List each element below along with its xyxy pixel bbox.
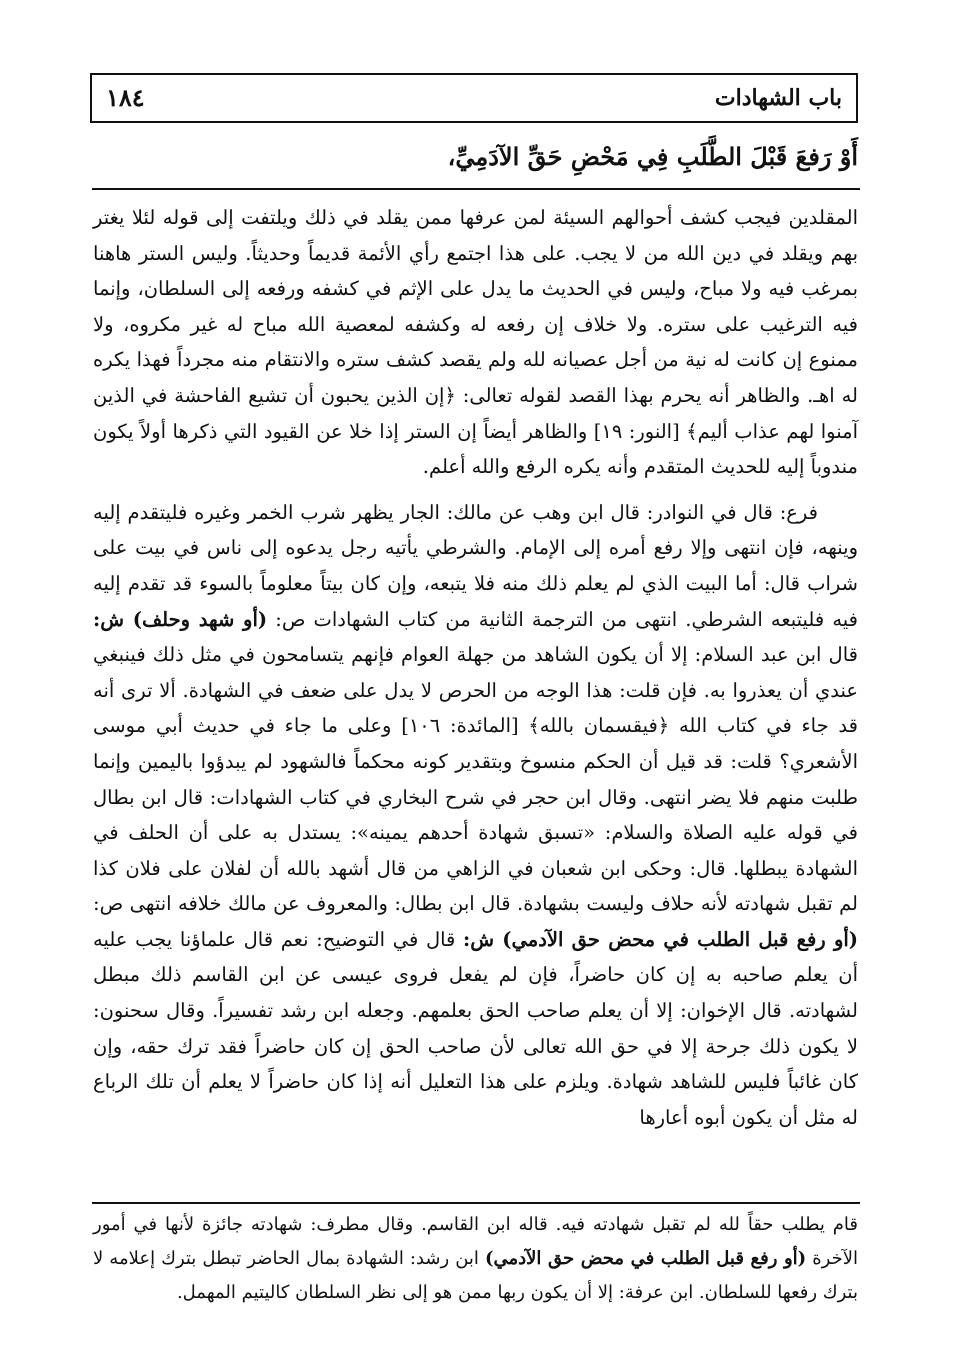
page-number: ١٨٤ bbox=[106, 83, 145, 112]
commentary-body bbox=[93, 200, 858, 1135]
footnote-divider bbox=[92, 1202, 860, 1204]
text-run: قام يطلب حقاً لله لم تقبل شهادته فيه. قاله ابن القاسم. وقال مطرف: شهادته جائزة لأنها في أمور الآخرة bbox=[93, 1214, 858, 1269]
chapter-title: باب الشهادات bbox=[714, 85, 842, 111]
matn-quote: (أو رفع قبل الطلب في محض حق الآدمي) ش: bbox=[463, 927, 858, 951]
running-header bbox=[90, 73, 858, 123]
paragraph bbox=[93, 495, 858, 1136]
footnote bbox=[93, 1208, 858, 1310]
matn-divider bbox=[92, 188, 860, 190]
text-run: قال ابن عبد السلام: إلا أن يكون الشاهد من جهلة العوام فإنهم يتسامحون في مثل ذلك فينبغي عندي أن يعذروا به. فإن قلت: هذا الوجه من الحرص لا يدل على ضعف في الشهادة. ألا ترى أنه قد جاء في كتاب الله ﴿فيقسمان بالله﴾ [المائدة: ١٠٦] وعلى ما جاء في حديث أبي موسى الأشعري؟ قلت: قد قيل أن الحكم منسوخ وبتقدير كونه محكماً فالشهود لم يبدؤوا باليمين وإنما طلبت منهم فلا يضر انتهى. وقال ابن حجر في شرح البخاري في كتاب الشهادات: قال ابن بطال في قوله عليه الصلاة والسلام: «تسبق شهادة أحدهم يمينه»: يستدل به على أن الحلف في الشهادة يبطلها. قال: وحكى ابن شعبان في الزاهي من قال أشهد بالله أن لفلان على فلان كذا لم تقبل شهادته لأنه حلاف وليست بشهادة. قال ابن بطال: والمعروف عن مالك خلافه انتهى ص: bbox=[93, 643, 859, 916]
text-run: فرع: قال في النوادر: قال ابن وهب عن مالك: الجار يظهر شرب الخمر وغيره فليتقدم إليه وينهه، فإن انتهى وإلا رفع أمره إلى الإمام. والشرطي يأتيه رجل يدعوه إلى ناس في بيت على شراب قال: أما البيت الذي لم يعلم ذلك منه فلا يتبعه، وإن كان بيتاً معلوماً بالسوء قد تقدم إليه فيه فليتبعه الشرطي. انتهى من الترجمة الثانية من كتاب الشهادات ص: bbox=[93, 500, 858, 631]
paragraph: المقلدين فيجب كشف أحوالهم السيئة لمن عرفها ممن يقلد في ذلك ويلتفت إلى قوله لئلا يغتر بهم ويقلد في دين الله من لا يجب. على هذا اجتمع رأي الأئمة قديماً وحديثاً. وليس الستر هاهنا بمرغب فيه ولا مباح، وليس في الحديث ما يدل على الإثم في كشفه ورفعه إلى السلطان، وإنما فيه الترغيب على ستره. ولا خلاف إن رفعه له وكشفه لمعصية الله مباح له غير مكروه، ولا ممنوع إن كانت له نية من أجل عصيانه لله ولم يقصد كشف ستره والانتقام منه مجرداً فهذا يكره له اهـ. والظاهر أنه يحرم بهذا القصد لقوله تعالى: ﴿إن الذين يحبون أن تشيع الفاحشة في الذين آمنوا لهم عذاب أليم﴾ [النور: ١٩] والظاهر أيضاً إن الستر إذا خلا عن القيود التي ذكرها أولاً يكون مندوباً إليه للحديث المتقدم وأنه يكره الرفع والله أعلم. bbox=[93, 206, 859, 479]
text-run: ابن رشد: الشهادة بمال الحاضر تبطل بترك إعلامه لا بترك رفعها للسلطان. ابن عرفة: إلا أن يكون ربها ممن هو إلى نظر السلطان كاليتيم المهمل. bbox=[93, 1248, 858, 1303]
matn-quote: (أو رفع قبل الطلب في محض حق الآدمي) bbox=[484, 1248, 807, 1269]
text-run: قال في التوضيح: نعم قال علماؤنا يجب عليه أن يعلم صاحبه به إن كان حاضراً، فإن لم يفعل فروى عيسى عن ابن القاسم ذلك مبطل لشهادته. قال الإخوان: إلا أن يعلم صاحب الحق بعلمهم. وجعله ابن رشد تفسيراً. وقال سحنون: لا يكون ذلك جرحة إلا في حق الله تعالى لأن صاحب الحق إن كان حاضراً فقد ترك حقه، وإن كان غائباً فليس للشاهد شهادة. ويلزم على هذا التعليل أنه إذا كان حاضراً لا يعلم أن تلك الرباع له مثل أن يكون أبوه أعارها bbox=[93, 927, 858, 1129]
matn-quote: (أو شهد وحلف) ش: bbox=[93, 607, 268, 631]
matn-text: أَوْ رَفعَ قَبْلَ الطَّلَبِ فِي مَحْضِ حَقِّ الآدَمِيِّ، bbox=[447, 142, 858, 171]
